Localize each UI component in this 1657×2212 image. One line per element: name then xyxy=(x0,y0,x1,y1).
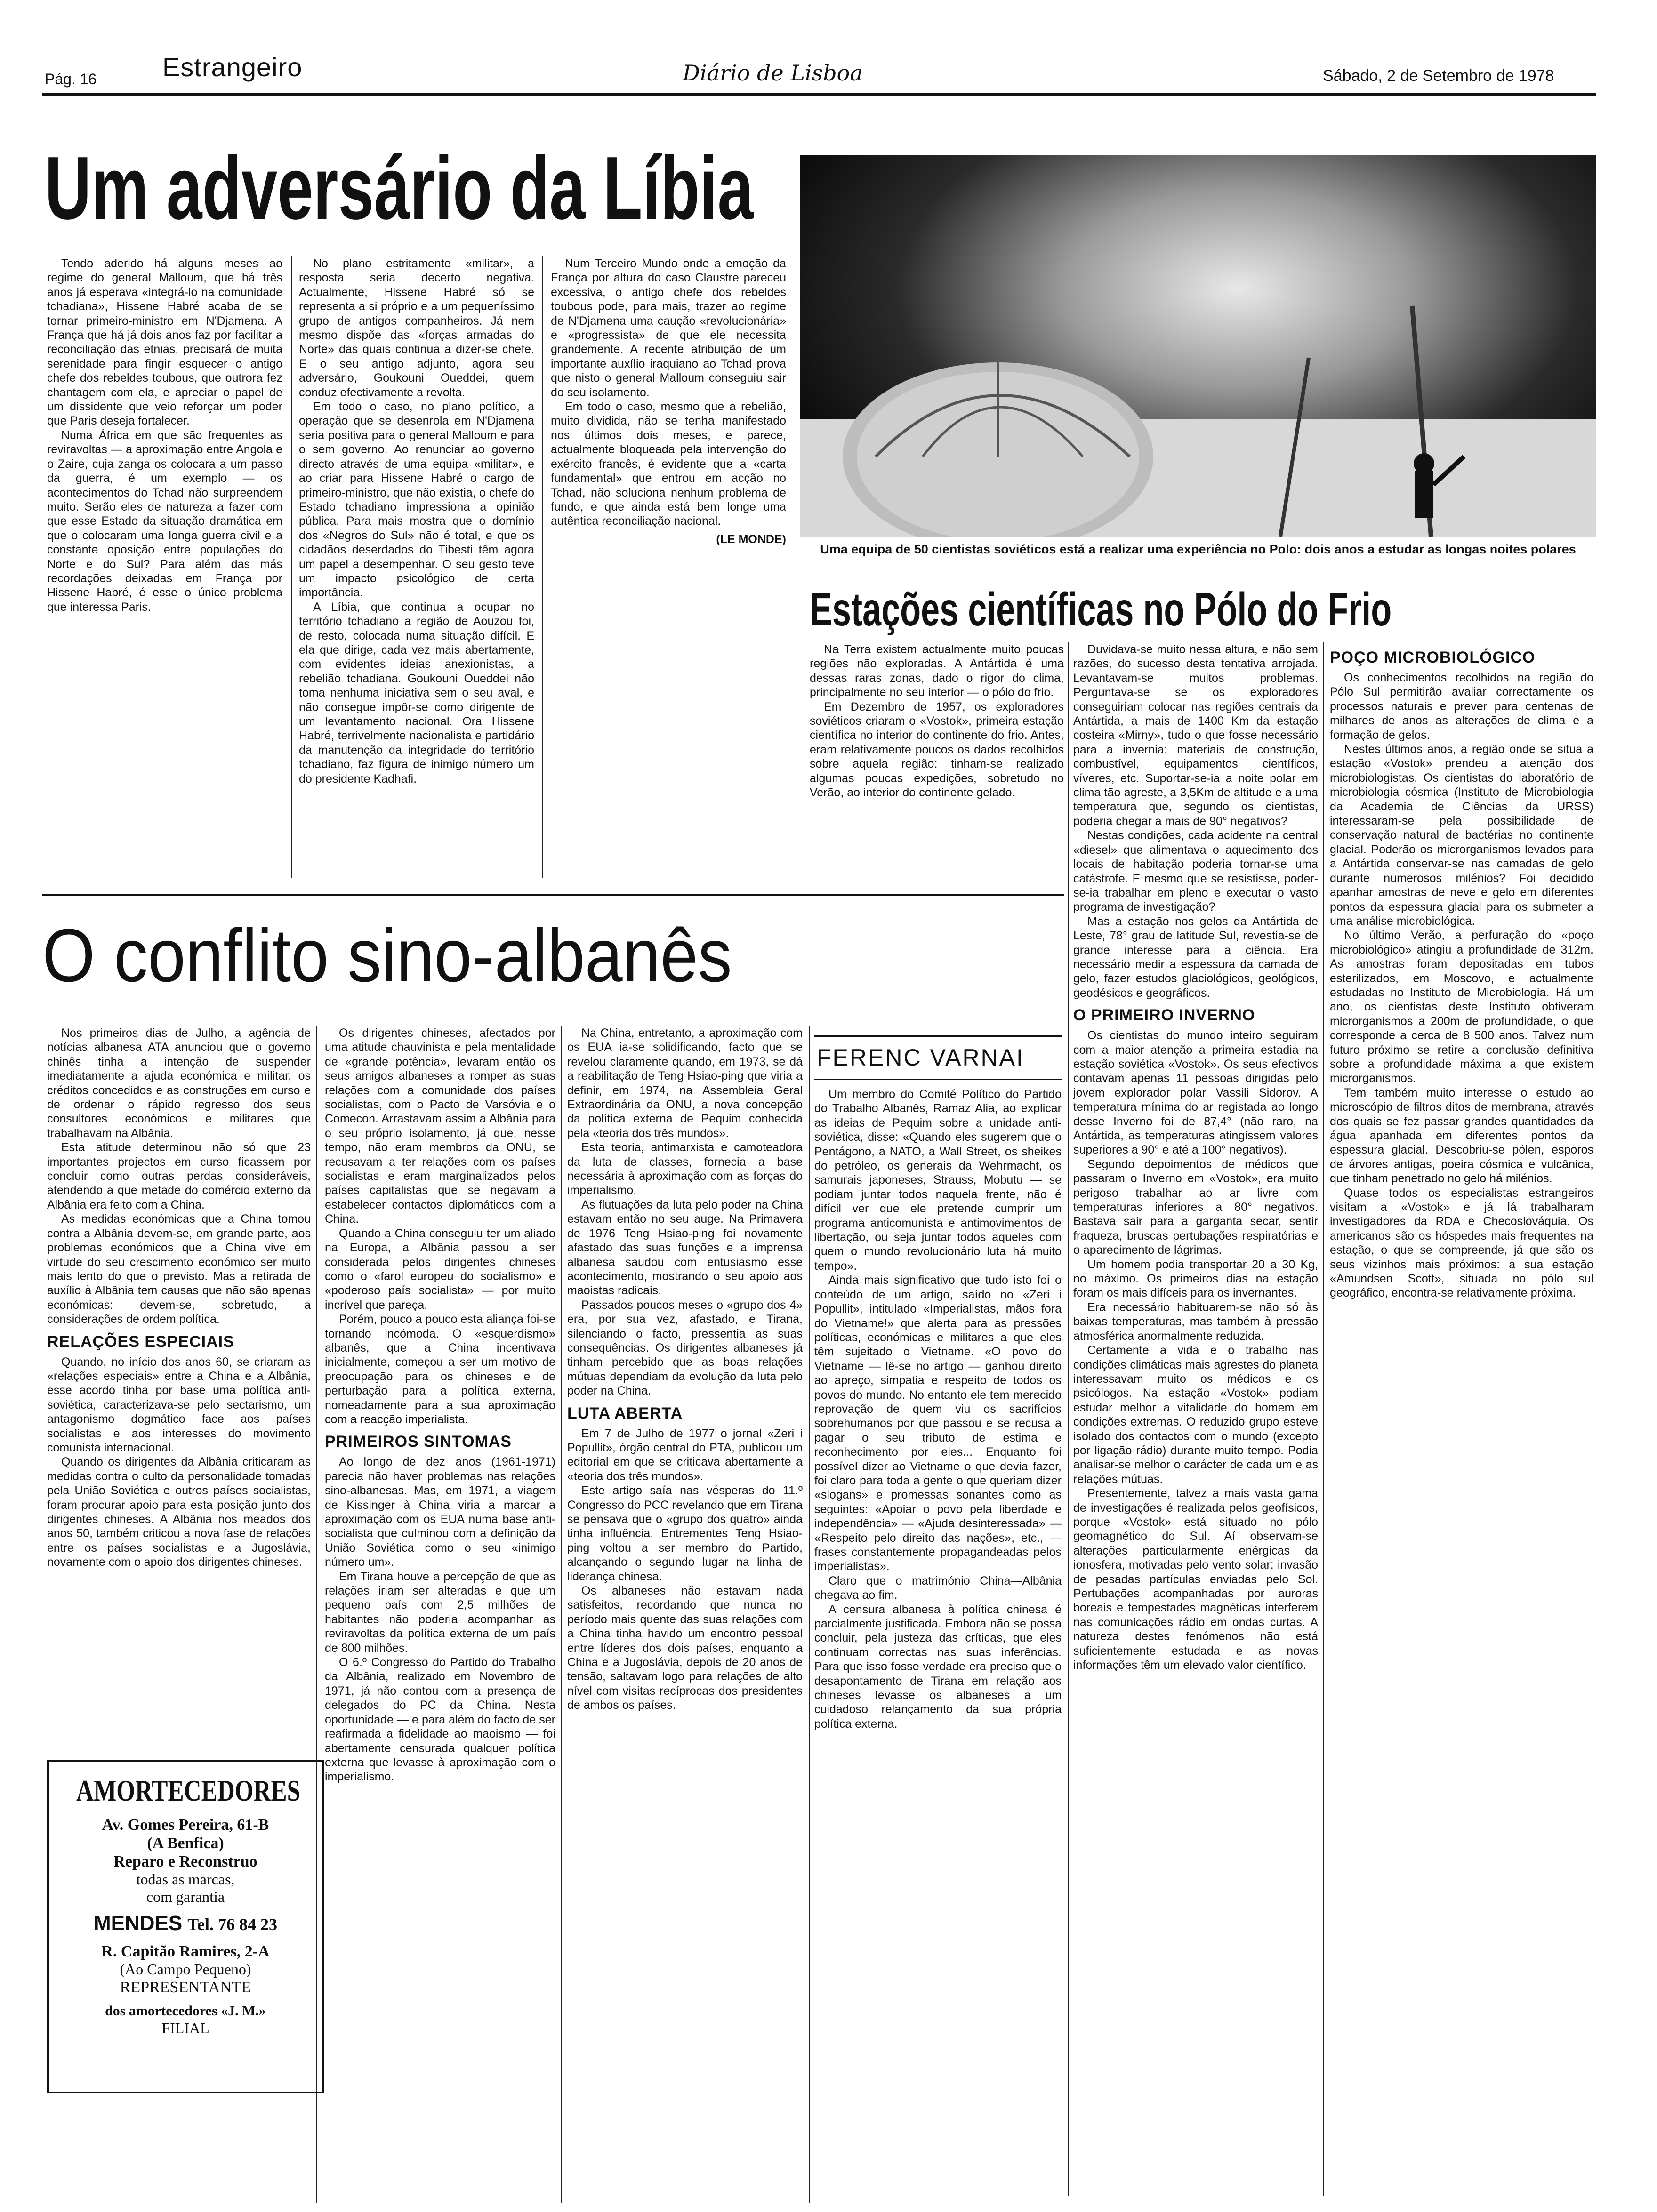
ad-title: AMORTECEDORES xyxy=(76,1774,301,1807)
newspaper-name: Diário de Lisboa xyxy=(683,60,863,86)
ad-brand: dos amortecedores «J. M.» xyxy=(105,2003,266,2019)
article3-paragraph: A censura albanesa à política chinesa é parcialmente justificada. Embora não se possa concluir, pela justeza das críticas, que eles continuam correctas nas suas inferências. Para que isso fosse verdade era preciso que o desapontamento de Tirana em relação aos chineses levasse os albaneses a um cuidadoso relançamento da sua própria política externa. xyxy=(814,1603,1062,1731)
article2-paragraph: Duvidava-se muito nessa altura, e não sem razões, do sucesso desta tentativa arrojada. Levantavam-se muitos problemas. Perguntava-se se os exploradores conseguiriam colocar nas regiões centrais da Antártida, a mais de 1400 Km da estação costeira «Mirny», tudo o que fosse necessário para a invernia: materiais de construção, combustível, equipamentos científicos, víveres, etc. Suportar-se-ia a noite polar em clima tão agreste, a 3,5Km de altitude e a uma temperatura que, segundo os cientistas, poderia chegar a mais de 90° negativos? xyxy=(1073,643,1318,828)
photo-caption: Uma equipa de 50 cientistas soviéticos está a realizar uma experiência no Polo: dois anos a estudar as longas noites polares xyxy=(820,542,1576,556)
section-separator xyxy=(42,894,1064,896)
article3-paragraph: Passados poucos meses o «grupo dos 4» era, por sua vez, afastado, e Tirana, silenciando o facto, pressentia as suas consequências. Os dirigentes albaneses já tinham percebido que as boas relações mútuas dependiam da evolução da luta pelo poder na China. xyxy=(567,1298,803,1398)
article2-paragraph: No último Verão, a perfuração do «poço microbiológico» atingiu a profundidade de 312m. As amostras foram depositadas em tubos esterilizados, em Moscovo, e actualmente estudadas no Instituto de Microbiologia. Há um ano, os cientistas deste Instituto obtiveram microrganismos a 200m de profundidade, o que corresponde a cerca de 8 500 anos. Talvez num futuro próximo se retire a conclusão definitiva sobre a profundidade máxima a que existem microrganismos. xyxy=(1330,929,1593,1085)
column-divider xyxy=(542,256,543,878)
article1-column-2 xyxy=(299,256,534,878)
article2-subhead-microbiological-well: POÇO MICROBIOLÓGICO xyxy=(1330,649,1536,666)
article3-paragraph: Quando os dirigentes da Albânia criticaram as medidas contra o culto da personalidade tomadas pela União Soviética e outros países socialistas, foram procurar apoio para esta posição junto dos dirigentes chineses. A Albânia nos meados dos anos 50, também criticou a nova fase de relações entre os países socialistas e a Jugoslávia, novamente com o apoio dos dirigentes chineses. xyxy=(47,1455,311,1569)
article3-paragraph: Claro que o matrimónio China—Albânia chegava ao fim. xyxy=(814,1574,1062,1602)
article3-paragraph: Em Tirana houve a percepção de que as relações iriam ser alteradas e que um pequeno país com 2,5 milhões de habitantes não poderia acompanhar as reviravoltas da política externa de um país de 800 milhões. xyxy=(325,1570,555,1655)
column-divider xyxy=(291,256,292,878)
article2-paragraph: Era necessário habituarem-se não só às baixas temperaturas, mas também à pressão atmosférica anormalmente reduzida. xyxy=(1073,1300,1318,1343)
column-divider xyxy=(1068,642,1069,2196)
article2-paragraph: Certamente a vida e o trabalho nas condições climáticas mais agrestes do planeta interessavam muito os médicos e os psicólogos. Na estação «Vostok» podiam estudar melhor a vitalidade do homem em condições extremas. O reduzido grupo esteve isolado dos contactos com o mundo (excepto por ligação rádio) durante muito tempo. Podia analisar-se melhor o carácter de cada um e as relações mútuas. xyxy=(1073,1344,1318,1486)
photo-illustration xyxy=(800,155,1596,537)
article3-paragraph: Quando a China conseguiu ter um aliado na Europa, a Albânia passou a ser considerada pelos dirigentes chineses como o «farol europeu do socialismo» e «poderoso país socialista» — por muito incrível que pareça. xyxy=(325,1226,555,1312)
article3-column-4 xyxy=(814,1087,1062,2203)
article3-paragraph: O 6.º Congresso do Partido do Trabalho da Albânia, realizado em Novembro de 1971, já não contou com a presença de delegados do PC da China. Nesta oportunidade — e para além do facto de ser reafirmada a fidelidade ao maoismo — foi abertamente censurada qualquer política externa que levasse à aproximação com o imperialismo. xyxy=(325,1656,555,1784)
article3-column-1 xyxy=(47,1026,311,1746)
article3-column-2 xyxy=(325,1026,555,2203)
article1-paragraph: A Líbia, que continua a ocupar no território tchadiano a região de Aouzou foi, de resto, colocada numa situação difícil. E ela que dirige, cada vez mais abertamente, com evidentes ideias anexionistas, a rebelião tchadiana. Goukouni Oueddei não toma nenhuma iniciativa sem o seu aval, e não consegue impôr-se como dirigente de um levantamento nacional. Ora Hissene Habré, terrivelmente nacionalista e partidário da manutenção da integridade do território tchadiano, faz figura de inimigo número um do presidente Kadhafi. xyxy=(299,600,534,785)
article3-paragraph: Quando, no início dos anos 60, se criaram as «relações especiais» entre a China e a Albânia, esse acordo tinha por base uma política anti-soviética, caracterizava-se pelo sectarismo, um antagonismo dogmático face aos países socialistas e aos interesses do movimento comunista internacional. xyxy=(47,1355,311,1454)
article1-signature: (LE MONDE) xyxy=(716,532,786,546)
article3-subhead-first-symptoms: PRIMEIROS SINTOMAS xyxy=(325,1433,512,1451)
page-number: Pág. 16 xyxy=(45,71,97,88)
article2-column-2 xyxy=(1073,642,1318,2196)
section-label: Estrangeiro xyxy=(162,52,303,82)
ad-branch-label: FILIAL xyxy=(161,2019,209,2036)
ad-company-name: MENDES xyxy=(94,1912,183,1935)
article3-paragraph: Um membro do Comité Político do Partido do Trabalho Albanês, Ramaz Alia, ao explicar as ideias de Pequim sobre a unidade anti-soviética, disse: «Quando eles sugerem que o Pentágono, a NATO, a Wall Street, os sheikes do petróleo, os generais da Wehrmacht, os samurais japoneses, Strauss, Mobutu — se podiam juntar todos naquela frente, não é difícil ver que ele pretende cumprir um programa anticomunista e antimovimentos de libertação, ou seja juntar todos aqueles com quem o mundo revolucionário luta há muito tempo». xyxy=(814,1088,1062,1273)
column-divider xyxy=(561,1026,562,2203)
byline-rule-top xyxy=(814,1035,1062,1037)
article3-paragraph: Os albaneses não estavam nada satisfeitos, recordando que nunca no período mais quente das suas relações com a China tinha havido um encontro pessoal entre líderes dos dois países, enquanto a China e a Jugoslávia, depois de 20 anos de tensão, saltavam logo para relações de alto nível com visitas recíprocas dos presidentes de ambos os países. xyxy=(567,1584,803,1712)
article3-headline: O conflito sino-albanês xyxy=(42,913,732,997)
article3-paragraph: Na China, entretanto, a aproximação com os EUA ia-se solidificando, facto que se revelou claramente quando, em 1973, se dá a reabilitação de Teng Hsiao-ping que viria a definir, em 1974, na Assembleia Geral Extraordinária da ONU, a nova concepção da política externa de Pequim conhecida pela «teoria dos três mundos». xyxy=(567,1026,803,1140)
ad-address-area: (A Benfica) xyxy=(147,1834,224,1852)
ad-phone-line xyxy=(49,1912,322,1936)
article2-paragraph: Um homem podia transportar 20 a 30 Kg, no máximo. Os primeiros dias na estação foram os mais difíceis para os invernantes. xyxy=(1073,1258,1318,1300)
article1-paragraph: Numa África em que são frequentes as reviravoltas — a aproximação entre Angola e o Zaire, cuja zanga os colocara a um passo da guerra, é um exemplo — os acontecimentos do Tchad não surpreendem muito. Serão eles de natureza a fazer com que esse Estado da situação dramática em que o colocaram uma longa guerra civil e a constante oposição entre populações do Norte e do Sul? Para além das más recordações deixadas em França por Hissene Habré, é esse o único problema que interessa Paris. xyxy=(47,428,282,614)
article3-paragraph: Esta teoria, antimarxista e camoteadora da luta de classes, fornecia a base necessária à aproximação com as forças do imperialismo. xyxy=(567,1141,803,1197)
article2-paragraph: Mas a estação nos gelos da Antártida de Leste, 78° grau de latitude Sul, revestia-se de grande interesse para a ciência. Era necessário medir a espessura da camada de gelo, fazer estudos glaciológicos, geológicos, geodésicos e geográficos. xyxy=(1073,914,1318,1000)
article3-subhead-special-relations: RELAÇÕES ESPECIAIS xyxy=(47,1332,234,1351)
article2-paragraph: Quase todos os especialistas estrangeiros visitam a «Vostok» e já lá trabalharam investigadores da RDA e Checoslováquia. Os americanos são os hóspedes mais frequentes na estação, o que se compreende, já que são os seus vizinhos mais próximos: a sua estação «Amundsen Scott», situada no pólo sul geográfico, encontra-se relativamente próxima. xyxy=(1330,1186,1593,1300)
article3-paragraph: As flutuações da luta pelo poder na China estavam então no seu auge. Na Primavera de 1976 Teng Hsiao-ping foi novamente afastado das suas funções e a imprensa albanesa saudou com entusiasmo esse acontecimento, mostrando o seu apoio aos maoistas radicais. xyxy=(567,1198,803,1298)
ad-service-brands: todas as marcas, xyxy=(136,1870,235,1888)
article1-paragraph: Em todo o caso, no plano político, a operação que se desenrola em N'Djamena seria positiva para o general Malloum e para o sem governo. Ao renunciar ao governo directo através de uma equipa «militar», e ao criar para Hissene Habré o cargo de primeiro-ministro, que não existia, o chefe do Estado tchadiano impressiona a opinião pública. Para mais mostra que o domínio dos «Negros do Sul» não é total, e que os cidadãos deserdados do Tibesti têm agora um papel a desempenhar. O seu gesto teve um impacto psicológico de certa importância. xyxy=(299,400,534,600)
column-divider xyxy=(809,1026,810,2203)
article1-paragraph: Num Terceiro Mundo onde a emoção da França por altura do caso Claustre pareceu excessiva, o antigo chefe dos rebeldes toubous pode, para mais, trazer ao regime de N'Djamena uma caução «revolucionária» e «progressista» de que ele necessita grandemente. A recente atribuição de um importante auxílio iraquiano ao Tchad prova que nisto o general Malloum conseguiu sair do seu isolamento. xyxy=(551,257,786,399)
article2-column-3 xyxy=(1330,642,1593,2196)
article3-paragraph: Ainda mais significativo que tudo isto foi o conteúdo de um artigo, saído no «Zeri i Popullit», intitulado «Imperialistas, mãos fora do Vietname!» que alerta para as pressões políticas, económicas e militares a que eles têm sujeitado o Vietname. «O povo do Vietname — lê-se no artigo — ganhou direito ao apreço, simpatia e respeito de todos os povos do mundo. No entanto ele tem merecido reprovação de quem viu os sacrifícios sobrehumanos por que passou e se recusa a pagar o seu tributo de estima e reconhecimento por eles... Enquanto foi possível dizer ao Vietname o que devia fazer, foi claro para toda a gente o que queriam dizer «slogans» e promessas sonantes como as seguintes: «Apoiar o povo pela liberdade e independência» — «Ajuda desinteressada» — «Respeito pelo direito das nações», etc., — frases constantemente propagandeadas pelos imperialistas». xyxy=(814,1274,1062,1573)
article2-paragraph: Nestas condições, cada acidente na central «diesel» que alimentava o aquecimento dos locais de habitação poderia tornar-se uma catástrofe. E mesmo que se resistisse, poder-se-ia trabalhar em pleno e executar o vasto programa de investigação? xyxy=(1073,829,1318,914)
article3-paragraph: Este artigo saía nas vésperas do 11.º Congresso do PCC revelando que em Tirana se pensava que o «grupo dos quatro» ainda tinha influência. Entrementes Teng Hsiao-ping voltou a ser membro do Partido, alcançando o segundo lugar na linha de liderança chinesa. xyxy=(567,1484,803,1583)
ad-service: Reparo e Reconstruo xyxy=(113,1852,257,1870)
article3-byline: FERENC VARNAI xyxy=(817,1044,1024,1071)
article3-paragraph: Porém, pouco a pouco esta aliança foi-se tornando incómoda. O «esquerdismo» albanês, que a China incentivava inicialmente, começou a ser um motivo de preocupação para os chineses e de perturbação para a política externa, nomeadamente para a sua aproximação com a reacção imperialista. xyxy=(325,1313,555,1426)
ad-branch-area: (Ao Campo Pequeno) xyxy=(120,1961,251,1978)
article2-paragraph: Os conhecimentos recolhidos na região do Pólo Sul permitirão avaliar correctamente os processos naturais e prever para centenas de milhares de anos as alterações de clima e a formação de gelos. xyxy=(1330,671,1593,742)
article2-paragraph: Em Dezembro de 1957, os exploradores soviéticos criaram o «Vostok», primeira estação científica no interior do continente do frio. Antes, eram relativamente poucos os dados recolhidos sobre aquela região: tinham-se realizado algumas poucas expedições, sobretudo no Verão, ao interior do continente gelado. xyxy=(810,700,1064,800)
article1-paragraph: No plano estritamente «militar», a resposta seria decerto negativa. Actualmente, Hissene Habré só se representa a si próprio e a um pequeníssimo grupo de antigos companheiros. Já nem mesmo dispõe das «forças armadas do Norte» das quais continua a dizer-se chefe. E o seu antigo adjunto, agora seu adversário, Goukouni Oueddei, quem conduz efectivamente a revolta. xyxy=(299,257,534,399)
article2-subhead-first-winter: O PRIMEIRO INVERNO xyxy=(1073,1006,1255,1025)
byline-rule-bottom xyxy=(814,1079,1062,1080)
ad-phone: Tel. 76 84 23 xyxy=(187,1915,277,1934)
article3-paragraph: As medidas económicas que a China tomou contra a Albânia devem-se, em grande parte, aos problemas económicos que a China vive em virtude do seu crescimento económico ser muito mais lento do que o previsto. Mas a retirada de auxílio à Albânia tem causas que não são apenas económicas: devem-se, sobretudo, a considerações de ordem política. xyxy=(47,1212,311,1326)
issue-date: Sábado, 2 de Setembro de 1978 xyxy=(1323,67,1554,85)
article3-paragraph: Em 7 de Julho de 1977 o jornal «Zeri i Popullit», órgão central do PTA, publicou um editorial em que se criticava abertamente a «teoria dos três mundos». xyxy=(567,1427,803,1483)
shock-absorbers-advertisement xyxy=(47,1760,324,2093)
article3-subhead-open-fight: LUTA ABERTA xyxy=(567,1404,683,1422)
article1-column-1 xyxy=(47,256,282,878)
ad-address: Av. Gomes Pereira, 61-B xyxy=(102,1816,269,1834)
ad-service-guarantee: com garantia xyxy=(146,1888,225,1905)
article2-column-1 xyxy=(810,642,1064,887)
article1-headline: Um adversário da Líbia xyxy=(45,138,754,238)
article1-column-3 xyxy=(551,256,786,878)
article3-paragraph: Os dirigentes chineses, afectados por uma atitude chauvinista e pela mentalidade de «grande potência», levaram então os seus amigos albaneses a romper as suas relações com a comunidade dos países socialistas, com o Pacto de Varsóvia e o Comecon. Arrastavam assim a Albânia para o seu próprio isolamento, já que, nesse tempo, não eram membros da ONU, se recusavam a ter relações com os países socialistas e eram marginalizados pelos países capitalistas que se negavam a estabelecer contactos diplomáticos com a China. xyxy=(325,1026,555,1226)
ad-branch-address: R. Capitão Ramires, 2-A xyxy=(101,1943,270,1961)
article2-headline: Estações científicas no Pólo do Frio xyxy=(810,583,1392,636)
article2-paragraph: Nestes últimos anos, a região onde se situa a estação «Vostok» prendeu a atenção dos microbiologistas. Os cientistas do laboratório de microbiologia cósmica (Instituto de Microbiologia da Academia de Ciências da URSS) interessaram-se pela possibilidade de conservação natural de bactérias no continente glacial. Poderão os microrganismos levados para a Antártida conservar-se nas camadas de gelo durante numerosos milénios? Foi decidido apanhar amostras de neve e gelo em diferentes pontos da espessura glacial para os submeter a uma análise microbiológica. xyxy=(1330,743,1593,928)
article2-paragraph: Tem também muito interesse o estudo ao microscópio de filtros ditos de membrana, através dos quais se fez passar grandes quantidades da água apanhada em diferentes pontos da espessura glacial. Descobriu-se pólen, esporos de árvores antigas, poeira cósmica e vulcânica, que tinham penetrado no gelo há milénios. xyxy=(1330,1086,1593,1186)
article3-column-3 xyxy=(567,1026,803,2203)
header-rule xyxy=(42,93,1596,96)
article2-paragraph: Presentemente, talvez a mais vasta gama de investigações é realizada pelos geofísicos, porque «Vostok» está situado no pólo geomagnético do Sul. Aí observam-se alterações particularmente enérgicas da ionosfera, motivadas pelo vento solar: invasão de pesadas partículas enviadas pelo Sol. Pertubações acompanhadas por auroras boreais e tempestades magnéticas interferem nas comunicações rádio em ondas curtas. A natureza destes fenómenos não está suficientemente estudada e as novas informações têm um elevado valor científico. xyxy=(1073,1487,1318,1672)
column-divider xyxy=(1323,642,1324,2196)
article3-paragraph: Ao longo de dez anos (1961-1971) parecia não haver problemas nas relações sino-albanesas. Mas, em 1971, a viagem de Kissinger à China viria a marcar a aproximação com os EUA numa base anti-socialista que culminou com a definição da União Soviética como o seu «inimigo número um». xyxy=(325,1455,555,1569)
article1-paragraph: Em todo o caso, mesmo que a rebelião, muito dividida, não se tenha manifestado nos últimos dois meses, e parece, actualmente bloqueada pela intervenção do exército francês, é evidente que a «carta fundamental» que entrou em acção no Tchad, não soluciona nenhum problema de fundo, e que ainda está bem longe uma autêntica reconciliação nacional. xyxy=(551,400,786,528)
article3-paragraph: Nos primeiros dias de Julho, a agência de notícias albanesa ATA anunciou que o governo chinês tinha a intenção de suspender imediatamente a ajuda económica e militar, os créditos concedidos e as construções em curso e de ordenar o rápido regresso dos seus consultores económicos e militares que trabalhavam na Albânia. xyxy=(47,1026,311,1140)
article3-paragraph: Esta atitude determinou não só que 23 importantes projectos em curso ficassem por concluir como outras perdas consideráveis, atendendo a que metade do comércio externo da Albânia era feito com a China. xyxy=(47,1141,311,1211)
ad-representative: REPRESENTANTE xyxy=(120,1978,251,1996)
article2-paragraph: Na Terra existem actualmente muito poucas regiões não exploradas. A Antártida é uma dessas raras zonas, dado o rigor do clima, principalmente no seu interior — o pólo do frio. xyxy=(810,643,1064,699)
article2-paragraph: Segundo depoimentos de médicos que passaram o Inverno em «Vostok», era muito perigoso trabalhar ao ar livre com temperaturas inferiores a 80° negativos. Bastava sair para a garganta secar, sentir fraqueza, bruscas pertubações respiratórias e o aparecimento de lágrimas. xyxy=(1073,1157,1318,1257)
antarctic-photo xyxy=(800,155,1596,537)
article1-paragraph: Tendo aderido há alguns meses ao regime do general Malloum, que há três anos já esperava «integrá-lo na comunidade tchadiana», Hissene Habré acaba de se tornar primeiro-ministro em N'Djamena. A França que há já dois anos faz por facilitar a reconciliação das etnias, precisará de muita serenidade para fingir esquecer o antigo chefe dos rebeldes toubous, que outrora fez chantagem com ela, e apreciar o papel de um dissidente que veio reforçar um poder que Paris deseja fortalecer. xyxy=(47,257,282,428)
article2-paragraph: Os cientistas do mundo inteiro seguiram com a maior atenção a primeira estadia na estação soviética «Vostok». Os seus efectivos contavam apenas 11 pessoas dirigidas pelo jovem explorador polar Vassili Sidorov. A temperatura mínima do ar registada ao longo desse Inverno foi de 87,4° (não raro, na Antártida, as temperaturas atingissem valores superiores a 90° e até a 100° negativos). xyxy=(1073,1029,1318,1157)
